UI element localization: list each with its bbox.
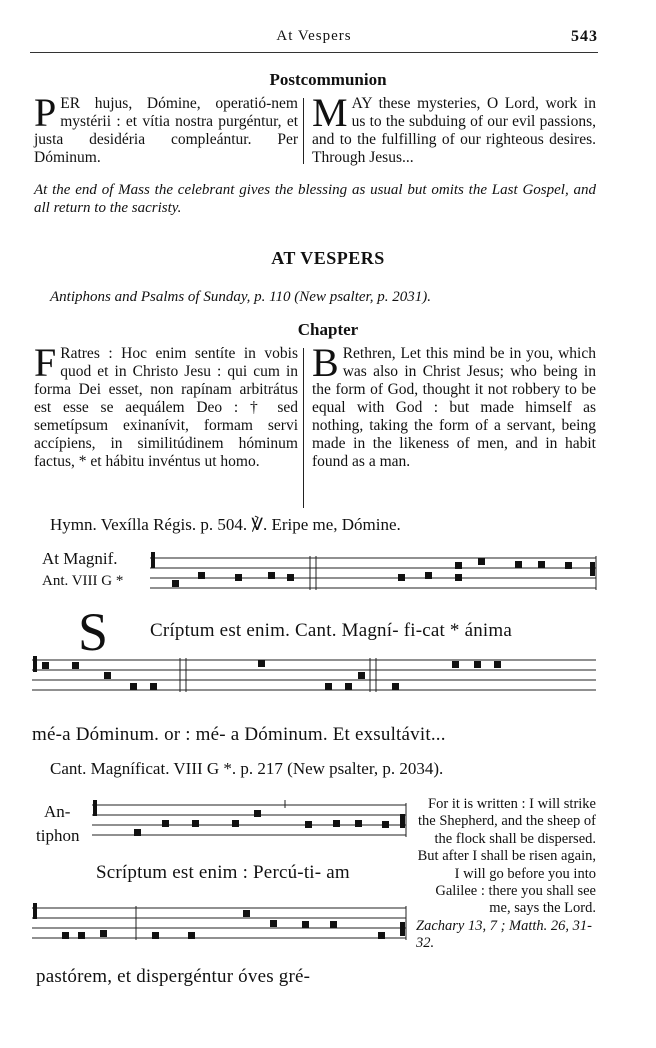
- antiphon-lyrics-1: Scríptum est enim : Percú-ti- am: [96, 862, 350, 883]
- antiphon-reference: Zachary 13, 7 ; Matth. 26, 31-32.: [416, 917, 592, 952]
- latin-initial: P: [34, 90, 57, 135]
- chapter-title: Chapter: [297, 320, 359, 339]
- magnificat-cant: Cant. Magníficat. VIII G *. p. 217 (New psalter, p. 2034).: [50, 759, 444, 778]
- magnificat-lyrics-1: Críptum est enim. Cant. Magní- fi-cat * ánima: [150, 620, 513, 641]
- vespers-rubric: Antiphons and Psalms of Sunday, p. 110 (New psalter, p. 2031).: [50, 289, 431, 305]
- hymn-line: Hymn. Vexílla Régis. p. 504. ℣. Eripe me, Dómine.: [50, 515, 401, 534]
- antiphon-translation: [416, 796, 596, 953]
- antiphon-label-line1: An-: [44, 802, 71, 821]
- english-initial: M: [312, 90, 348, 135]
- chapter-latin-text: Ratres : Hoc enim sentíte in vobis quod et in Christo Jesu : qui cum in forma Dei esset, non rapínam arbitrátus est esse se aequálem Deo : † sed semetípsum exinanívit, formam servi accípiens, in similitúdinem hóminum factus, * et hábitu invéntus ut homo.: [34, 345, 298, 470]
- chapter-latin-initial: F: [34, 340, 57, 385]
- postcommunion-english-text: AY these mysteries, O Lord, work in us to the subduing of our evil passions, and to the fulfilling of our righteous desires. Through Jesus...: [312, 95, 596, 166]
- postcommunion-title: Postcommunion: [269, 70, 387, 89]
- postcommunion-latin-text: ER hujus, Dómine, operatió-nem mystérii : et vítia nostra purgéntur, et justa desidéria compleántur. Per Dóminum.: [34, 95, 298, 166]
- magnificat-label-line1: At Magnif.: [42, 549, 118, 568]
- magnificat-label-line2: Ant. VIII G *: [42, 573, 124, 589]
- vespers-title: AT VESPERS: [271, 248, 385, 268]
- staff-1: [150, 556, 596, 590]
- antiphon-label-line2: tiphon: [36, 826, 80, 845]
- staff-2: [32, 658, 596, 692]
- chapter-english-text: Rethren, Let this mind be in you, which was also in Christ Jesus; who being in the form of God, thought it not robbery to be equal with God : but made himself as nothing, taking the form of a servant, being made in the likeness of men, and in habit found as a man.: [312, 345, 596, 470]
- magnificat-big-initial: S: [78, 602, 109, 662]
- chapter-english-initial: B: [312, 340, 339, 385]
- antiphon-lyrics-2: pastórem, et dispergéntur óves gré-: [36, 966, 311, 987]
- staff-4: [32, 906, 406, 940]
- magnificat-lyrics-2: mé-a Dóminum. or : mé- a Dóminum. Et exsultávit...: [32, 724, 446, 745]
- postcommunion-rubric: At the end of Mass the celebrant gives the blessing as usual but omits the Last Gospel, and all return to the sacristy.: [34, 182, 596, 216]
- page-number: 543: [571, 28, 598, 45]
- antiphon-label: [36, 800, 79, 848]
- staff-1-notes: [151, 552, 595, 587]
- running-title: At Vespers: [276, 28, 352, 44]
- antiphon-translation-text: For it is written : I will strike the Shepherd, and the sheep of the flock shall be dispersed. But after I shall be risen again, I will go before you into Galilee : there you shall see me, says the Lord.: [417, 796, 596, 917]
